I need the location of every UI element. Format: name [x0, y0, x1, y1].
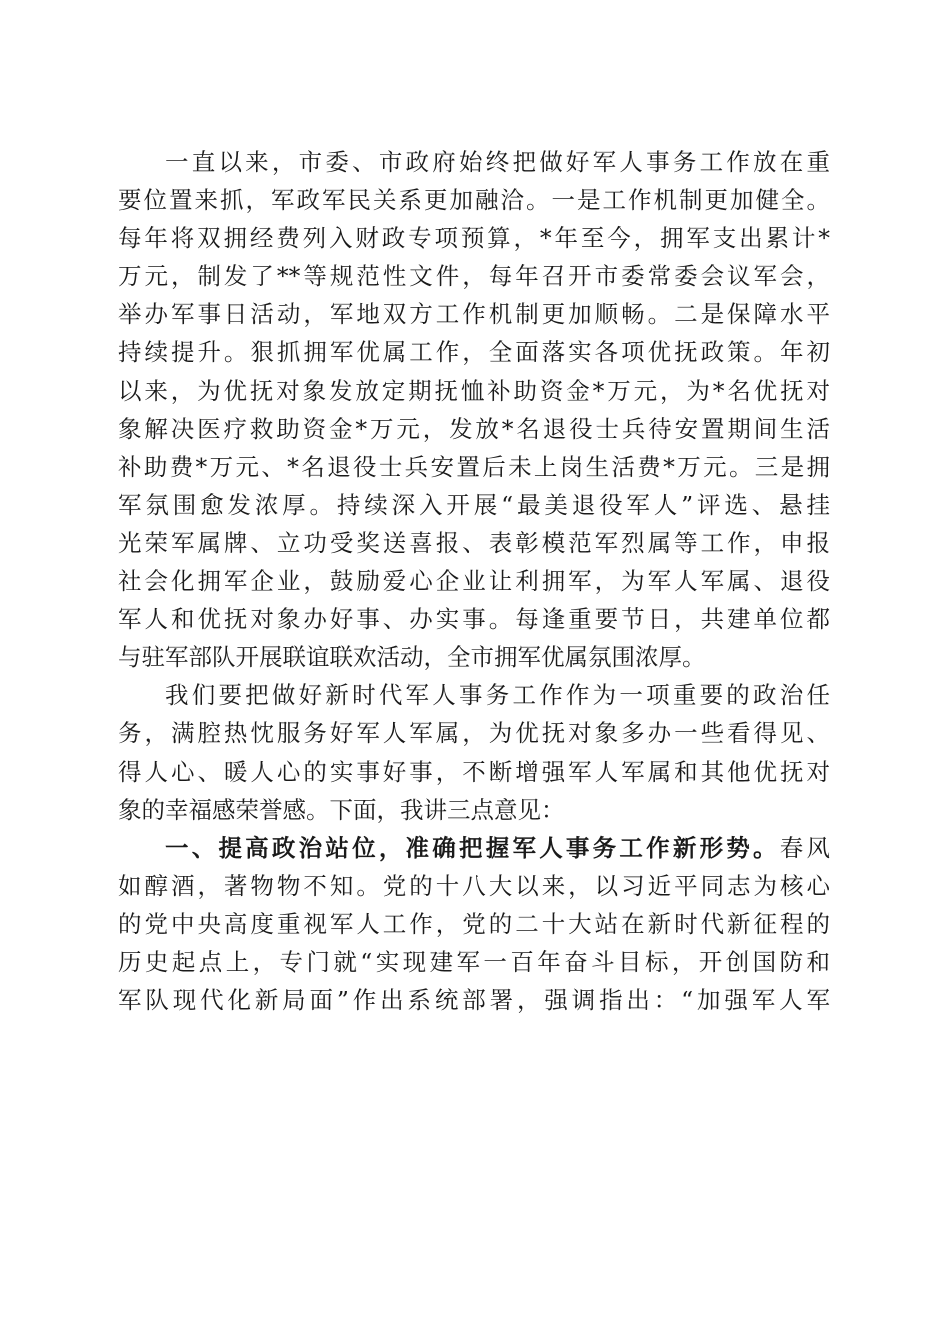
paragraph-1-line: 持续提升。狠抓拥军优属工作，全面落实各项优抚政策。年初: [118, 338, 830, 367]
paragraph-3-line: 的党中央高度重视军人工作，党的二十大站在新时代新征程的: [118, 909, 830, 938]
paragraph-1-line: 以来，为优抚对象发放定期抚恤补助资金*万元，为*名优抚对: [118, 376, 830, 405]
paragraph-1-line: 万元，制发了**等规范性文件，每年召开市委常委会议军会，: [118, 262, 830, 291]
paragraph-1-line: 与驻军部队开展联谊联欢活动，全市拥军优属氛围浓厚。: [118, 643, 706, 672]
paragraph-1-line: 每年将双拥经费列入财政专项预算，*年至今，拥军支出累计*: [118, 224, 830, 253]
paragraph-1-line: 军人和优抚对象办好事、办实事。每逢重要节日，共建单位都: [118, 605, 830, 634]
paragraph-3-text: 春风: [779, 833, 831, 862]
paragraph-2-line: 象的幸福感荣誉感。下面，我讲三点意见：: [118, 795, 565, 824]
document-body: [118, 143, 830, 1019]
paragraph-2-line: 务，满腔热忱服务好军人军属，为优抚对象多办一些看得见、: [118, 719, 830, 748]
paragraph-1-line: 举办军事日活动，军地双方工作机制更加顺畅。二是保障水平: [118, 300, 830, 329]
paragraph-1-line: 光荣军属牌、立功受奖送喜报、表彰模范军烈属等工作，申报: [118, 528, 830, 557]
paragraph-3-line: 如醇酒，著物物不知。党的十八大以来，以习近平同志为核心: [118, 871, 830, 900]
paragraph-3-first-line: [118, 829, 830, 867]
paragraph-2-line: 我们要把做好新时代军人事务工作作为一项重要的政治任: [165, 681, 830, 710]
paragraph-1-line: 补助费*万元、*名退役士兵安置后未上岗生活费*万元。三是拥: [118, 452, 830, 481]
paragraph-3-line: 军队现代化新局面”作出系统部署，强调指出：“加强军人军: [118, 986, 830, 1015]
paragraph-3-line: 历史起点上，专门就“实现建军一百年奋斗目标，开创国防和: [118, 947, 830, 976]
paragraph-2-line: 得人心、暖人心的实事好事，不断增强军人军属和其他优抚对: [118, 757, 830, 786]
paragraph-1-line: 军氛围愈发浓厚。持续深入开展“最美退役军人”评选、悬挂: [118, 490, 830, 519]
section-heading: 一、提高政治站位，准确把握军人事务工作新形势。: [165, 833, 780, 862]
paragraph-1-line: 要位置来抓，军政军民关系更加融洽。一是工作机制更加健全。: [118, 186, 830, 215]
paragraph-1-line: 象解决医疗救助资金*万元，发放*名退役士兵待安置期间生活: [118, 414, 830, 443]
paragraph-1-line: 一直以来，市委、市政府始终把做好军人事务工作放在重: [165, 148, 830, 176]
paragraph-1-line: 社会化拥军企业，鼓励爱心企业让利拥军，为军人军属、退役: [118, 567, 830, 596]
